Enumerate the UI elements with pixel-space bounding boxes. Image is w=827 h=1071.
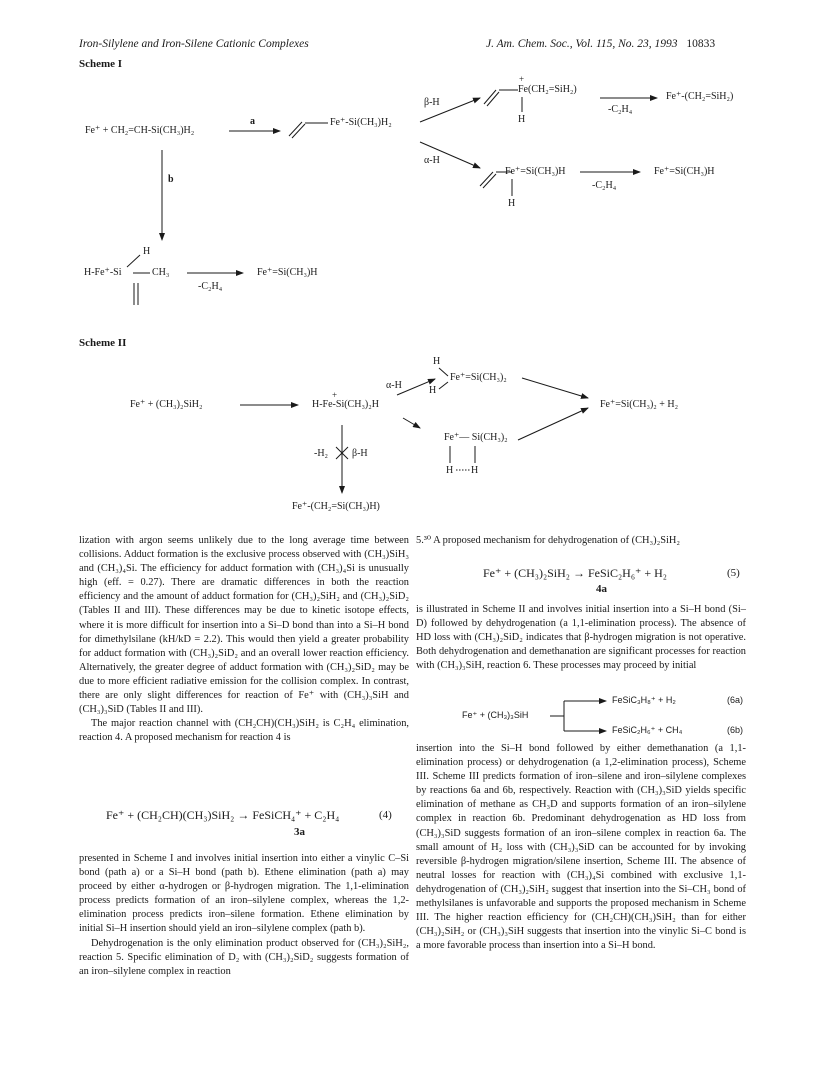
scheme-2-label: Scheme II <box>79 337 127 349</box>
equation-4-number: (4) <box>379 809 392 821</box>
scheme1-beta-h-atom: H <box>518 114 526 125</box>
scheme1-beta-loss: -C₂H₄ <box>608 104 633 115</box>
right-paragraph-1: 5.³⁰ A proposed mechanism for dehydrogenation of (CH₃)₂SiH₂ <box>416 535 681 546</box>
scheme2-insertion: H-Fe-Si(CH₃)₂H <box>312 399 379 410</box>
right-column-middle <box>416 603 746 673</box>
right-paragraph-2: is illustrated in Scheme II and involves initial insertion into a Si–H bond (Si–D) followed by dehydrogenation (a 1,1-elimination process). The absence of HD loss with (CH₃)₂SiD₂ indicates that β-hydrogen migration is not operative. Both dehydrogenation and demethanation are significant processes for reaction with (CH₃)₃SiH, reaction 6. These processes may proceed by initial <box>416 604 746 672</box>
scheme1-alpha-final: Fe⁺=Si(CH₃)H <box>654 166 715 177</box>
scheme1-alpha-h-atom: H <box>508 198 516 209</box>
equation-5: Fe⁺ + (CH₃)₂SiH₂ → FeSiC₂H₆⁺ + H₂ <box>483 566 667 580</box>
scheme2-four-center-h-right: H <box>471 465 479 476</box>
scheme1-beta-product: Fe(CH₂=SiH₂) <box>518 84 577 95</box>
citation-text: J. Am. Chem. Soc., Vol. 115, No. 23, 1993 <box>486 38 678 50</box>
left-paragraph-1: lization with argon seems unlikely due to the long average time between collisions. Adduct formation is the exclusive process observed with (CH₃)SiH₃ and (CH₃)₄Si. The efficiency for adduct formation with (CH₃)₄Si is unusually high (eff. = 0.27). There are dramatic differences in both the reaction efficiency and the amount of adduct formation for (CH₃)₂SiH₂ and (CH₃)₂SiD₂ (Tables II and III). These differences may be due to kinetic isotope effects, where it is more difficult for insertion into a Si–D bond than into a Si–H bond for dimethylsilane (kH/kD = 2.2). This would then yield a greater probability for adduct formation with (CH₃)₂SiD₂ and an overall lower reaction efficiency. Alternatively, the greater degree of adduct formation with (CH₃)₂SiD₂ may be due to more efficient radiative emission for the collision complex. In contrast, there are only slight differences for reaction of Fe⁺ with (CH₃)₃SiH and (CH₃)₃SiD (Tables II and III). <box>79 535 409 716</box>
running-title: Iron-Silylene and Iron-Silene Cationic Complexes <box>79 38 309 50</box>
right-column <box>416 534 746 548</box>
scheme2-final: Fe⁺=Si(CH₃)₂ + H₂ <box>600 399 679 410</box>
scheme1-b-loss: -C₂H₄ <box>198 281 223 292</box>
scheme2-blocked-product: Fe⁺-(CH₂=Si(CH₃)H) <box>292 501 380 512</box>
scheme2-silylene-h1: H <box>433 356 441 367</box>
equation-5-label: 4a <box>596 583 607 595</box>
equation-6a-products: FeSiC₃H₈⁺ + H₂ <box>612 695 676 705</box>
equation-6b-number: (6b) <box>727 725 744 735</box>
left-paragraph-3: presented in Scheme I and involves initial insertion into either a vinylic C–Si bond (path a) or a Si–H bond (path b). Ethene elimination (path a) may proceed by either α-hydrogen or β-hydrogen migration. The 1,1-elimination process predicts formation of an iron–silylene complex, whereas the 1,2-elimination process predicts iron–silene formation. Ethene elimination by initial Si–H insertion should yield an iron–silylene complex (path b). <box>79 853 409 935</box>
scheme-1-label: Scheme I <box>79 58 123 70</box>
scheme2-four-center-top: Fe⁺— Si(CH₃)₂ <box>444 432 508 443</box>
equation-6a-number: (6a) <box>727 695 744 705</box>
scheme1-reactants: Fe⁺ + CH₂=CH-Si(CH₃)H₂ <box>85 125 195 136</box>
scheme2-four-center-h-left: H <box>446 465 454 476</box>
equation-6-reactants: Fe⁺ + (CH₃)₃SiH <box>462 710 529 720</box>
right-column-lower <box>416 742 746 953</box>
scheme2-insertion-plus: + <box>332 390 338 400</box>
scheme1-b-final: Fe⁺=Si(CH₃)H <box>257 267 318 278</box>
scheme2-silylene: Fe⁺=Si(CH₃)₂ <box>450 372 507 383</box>
left-paragraph-2: The major reaction channel with (CH₂CH)(CH₃)SiH₂ is C₂H₄ elimination, reaction 4. A proposed mechanism for reaction 4 is <box>79 718 409 744</box>
scheme1-path-b-label: b <box>168 174 174 185</box>
scheme1-b-intermediate: H-Fe⁺-Si <box>84 267 122 278</box>
equation-5-number: (5) <box>727 567 740 579</box>
scheme2-alpha-h-label: α-H <box>386 380 402 391</box>
equation-4: Fe⁺ + (CH₂CH)(CH₃)SiH₂ → FeSiCH₄⁺ + C₂H₄ <box>106 808 340 822</box>
scheme2-silylene-h2: H <box>429 385 437 396</box>
scheme1-intermediate-a: Fe⁺-Si(CH₃)H₂ <box>330 117 392 128</box>
left-paragraph-4: Dehydrogenation is the only elimination product observed for (CH₃)₂SiH₂, reaction 5. Specific elimination of D₂ with (CH₃)₂SiD₂ suggests formation of an iron–silylene complex in reaction <box>79 937 409 977</box>
scheme2-h2-loss: -H₂ <box>314 448 329 459</box>
scheme1-alpha-h-label: α-H <box>424 155 440 166</box>
scheme1-beta-h-label: β-H <box>424 97 440 108</box>
equation-4-label: 3a <box>294 826 305 838</box>
scheme2-reactants: Fe⁺ + (CH₃)₂SiH₂ <box>130 399 203 410</box>
scheme1-path-a-label: a <box>250 116 255 127</box>
scheme1-alpha-product: Fe⁺=Si(CH₃)H <box>505 166 566 177</box>
page-number: 10833 <box>686 38 716 50</box>
scheme1-beta-final: Fe⁺-(CH₂=SiH₂) <box>666 91 734 102</box>
scheme2-beta-h-label: β-H <box>352 448 368 459</box>
scheme1-b-h-atom: H <box>143 246 151 257</box>
left-column-continued <box>79 852 409 979</box>
right-paragraph-3: insertion into the Si–H bond followed by either demethanation (a 1,1-elimination process) or dehydrogenation (a 1,2-elimination process), Scheme III. Scheme III predicts formation of iron–silene and iron–silylene complexes by reactions 6a and 6b, respectively. Reaction with (CH₃)₃SiD yields specific elimination of methane as CH₃D and supports formation of an iron–silylene complex in reaction 6b. Predominant dehydrogenation as HD loss from (CH₃)₃SiD suggests formation of an iron–silene complex in reaction 6a. The small amount of H₂ loss with (CH₃)₃SiD can be accounted for by invoking reversible β-hydrogen migration/silene insertion, Scheme III. The absence of neutral losses for reaction with (CH₃)₄Si combined with exclusive 1,1-dehydrogenation of (CH₃)₂SiH₂ suggest that insertion into the Si–CH₃ bond of methylsilanes is unfavorable and supports the proposed mechanism in Scheme III. The higher reaction efficiency for (CH₂CH)(CH₃)SiH₂ than for either (CH₃)₂SiH₂ or (CH₃)₃SiH suggests that insertion into the vinylic Si–C bond is a more favorable process than insertion into a Si–H bond. <box>416 743 746 952</box>
equation-6b-products: FeSiC₂H₆⁺ + CH₄ <box>612 725 683 735</box>
scheme1-beta-plus: + <box>519 74 525 84</box>
scheme1-b-methyl: CH₃ <box>152 267 170 278</box>
left-column <box>79 534 409 745</box>
scheme1-alpha-loss: -C₂H₄ <box>592 180 617 191</box>
